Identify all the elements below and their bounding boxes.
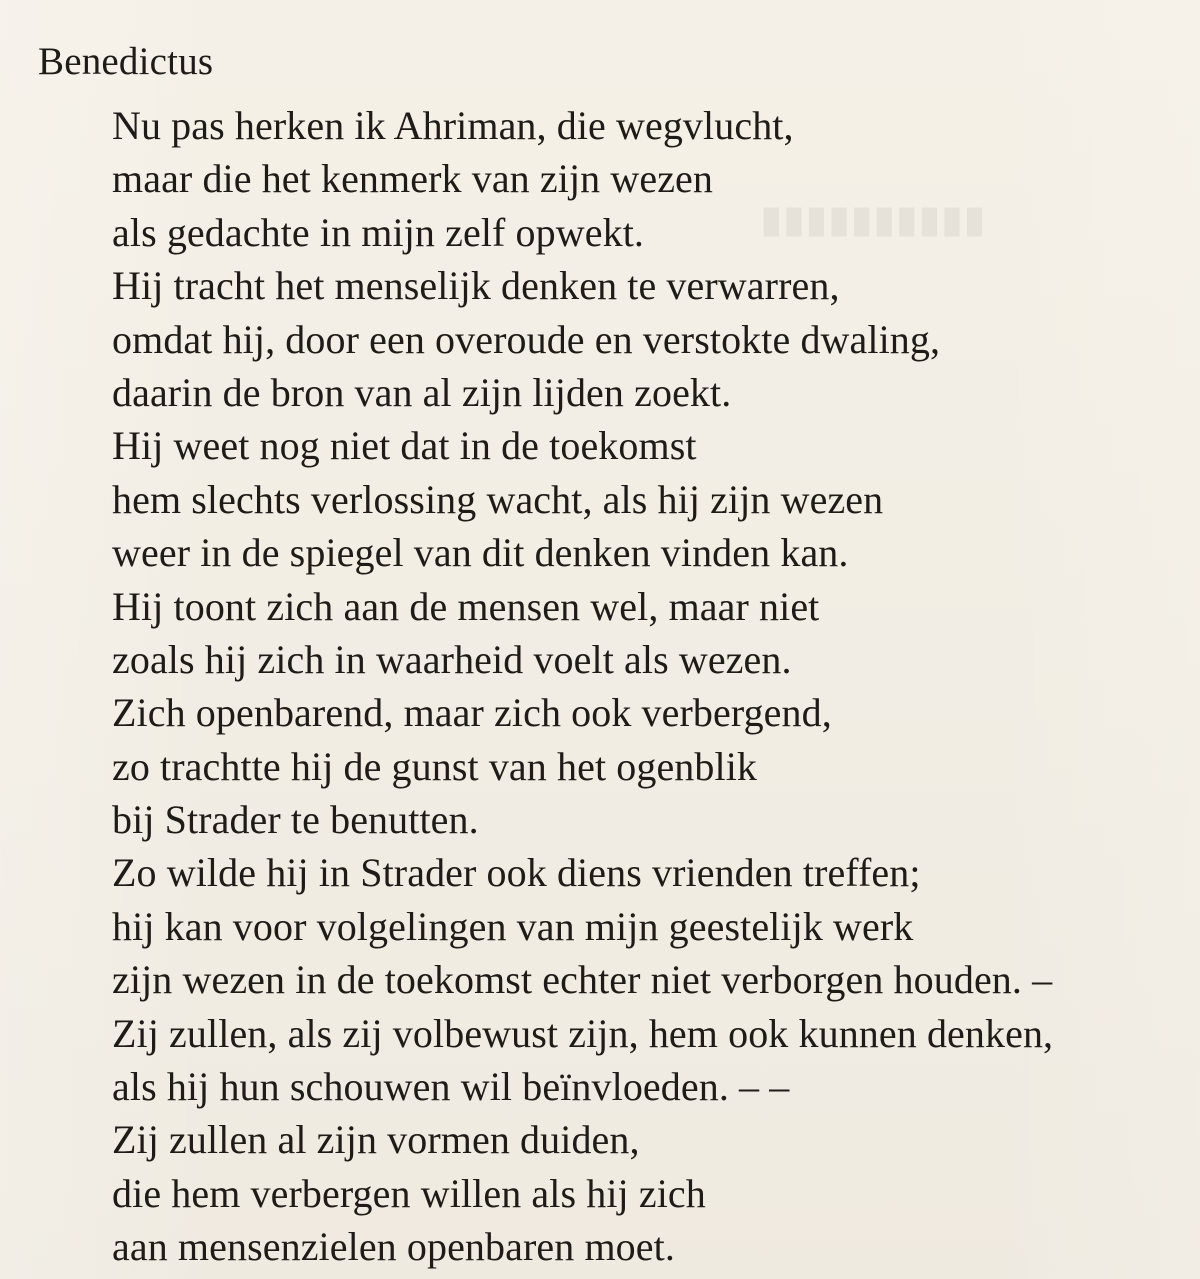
verse-line-8: hem slechts verlossing wacht, als hij zijn wezen [112,476,884,522]
verse-line-12: Zich openbarend, maar zich ook verbergend, [112,690,832,736]
verse-line-17: zijn wezen in de toekomst echter niet verborgen houden. – [112,957,1053,1003]
verse-line-5: omdat hij, door een overoude en verstokte dwaling, [112,316,941,362]
verse-line-22: aan mensenzielen openbaren moet. [112,1224,675,1270]
verse-line-11: zoals hij zich in waarheid voelt als wezen. [112,636,792,682]
verse-line-3: als gedachte in mijn zelf opwekt. [112,209,645,255]
verse-line-6: daarin de bron van al zijn lijden zoekt. [112,369,732,415]
verse-line-21: die hem verbergen willen als hij zich [112,1170,706,1216]
verse-line-4: Hij tracht het menselijk denken te verwarren, [112,263,840,309]
verse-line-18: Zij zullen, als zij volbewust zijn, hem ook kunnen denken, [112,1010,1054,1056]
reverse-side-ink-bleed: ▮▮▮▮▮▮▮▮▮▮ [760,199,986,241]
verse-line-16: hij kan voor volgelingen van mijn geestelijk werk [112,903,914,949]
verse-line-15: Zo wilde hij in Strader ook diens vrienden treffen; [112,850,921,896]
verse-line-14: bij Strader te benutten. [112,797,479,843]
verse-line-2: maar die het kenmerk van zijn wezen [112,156,713,202]
verse-line-19: als hij hun schouwen wil beïnvloeden. – – [112,1064,790,1110]
verse-line-20: Zij zullen al zijn vormen duiden, [112,1117,640,1163]
verse-line-1: Nu pas herken ik Ahriman, die wegvlucht, [112,103,794,148]
verse-line-10: Hij toont zich aan de mensen wel, maar niet [112,583,820,629]
verse-line-7: Hij weet nog niet dat in de toekomst [112,423,697,469]
speaker-label: Benedictus [38,40,214,83]
verse-block [112,99,1172,1274]
verse-line-13: zo trachtte hij de gunst van het ogenblik [112,743,758,789]
verse-line-9: weer in de spiegel van dit denken vinden kan. [112,530,849,576]
